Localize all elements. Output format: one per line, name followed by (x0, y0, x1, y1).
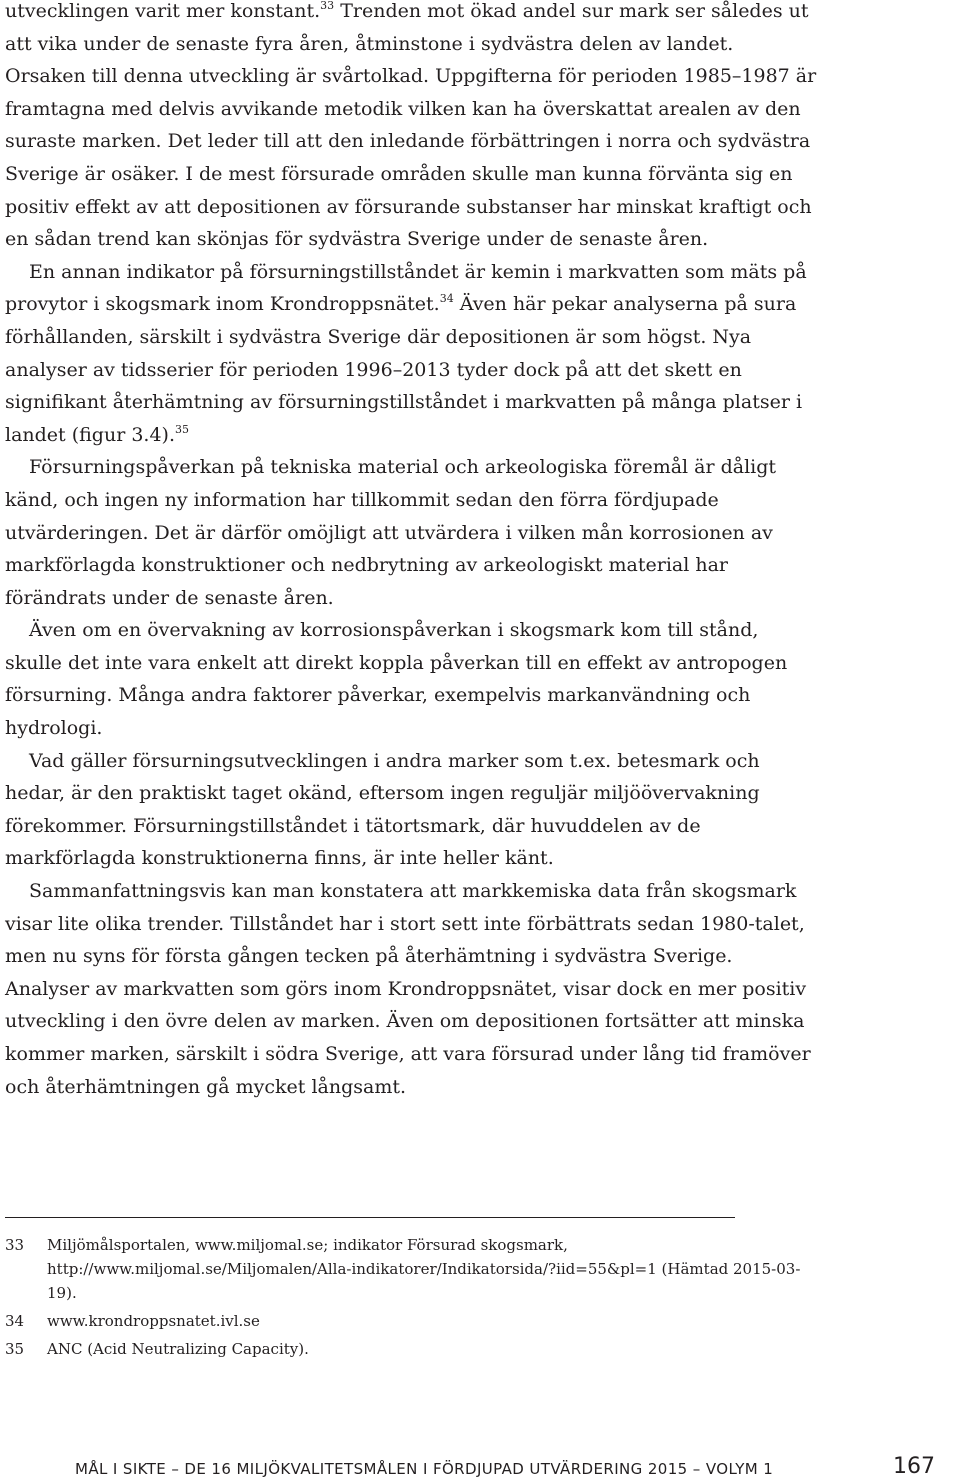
footnote-ref-34[interactable]: 34 (439, 292, 454, 306)
page-number: 167 (893, 1454, 935, 1479)
paragraph-4: Även om en övervakning av korrosionspåverkan i skogsmark kom till stånd, skulle det inte vara enkelt att direkt koppla påverkan till en effekt av antropogen försurning. Många andra faktorer påverkar, exempelvis markanvändning och hydrologi. (5, 619, 788, 740)
footnote-35 (5, 1337, 805, 1361)
paragraph-3: Försurningspåverkan på tekniska material och arkeologiska föremål är dåligt känd, och ingen ny information har tillkommit sedan den förra fördjupade utvärderingen. Det är därför omöjligt att utvärdera i vilken mån korrosionen av markförlagda konstruktioner och nedbrytning av arkeologiskt material har förändrats under de senaste åren. (5, 456, 777, 609)
footnote-divider (5, 1217, 735, 1218)
footnote-text: ANC (Acid Neutralizing Capacity). (47, 1340, 309, 1358)
footnote-33 (5, 1233, 805, 1305)
footnote-text: Miljömålsportalen, www.miljomal.se; indikator Försurad skogsmark, http://www.miljomal.se/Miljomalen/Alla-indikatorer/Indikatorsida/?iid=55&pl=1 (Hämtad 2015-03-19). (47, 1236, 801, 1302)
paragraph-2: En annan indikator på försurningstillståndet är kemin i markvatten som mäts på provytor i skogsmark inom Krondroppsnätet.$^{34}$ Även här pekar analyserna på sura förhållanden, särskilt i sydvästra Sverige där depositionen är som högst. Nya analyser av tidsserier för perioden 1996–2013 tyder dock på att det skett en signifikant återhämtning av försurningstillståndet i markvatten på många platser i landet (figur 3.4).$^{35}$ (5, 260, 807, 446)
footnote-number: 35 (5, 1340, 25, 1358)
footnote-ref-35[interactable]: 35 (175, 422, 189, 436)
footnote-number: 34 (5, 1312, 25, 1330)
body-text (5, 0, 817, 1103)
footnotes (5, 1233, 805, 1365)
footnote-ref-33[interactable]: 33 (320, 0, 335, 12)
paragraph-6: Sammanfattningsvis kan man konstatera att markkemiska data från skogsmark visar lite olika trender. Tillståndet har i stort sett inte förbättrats sedan 1980-talet, men nu syns för första gången tecken på återhämtning i sydvästra Sverige. Analyser av markvatten som görs inom Krondroppsnätet, visar dock en mer positiv utveckling i den övre delen av marken. Även om depositionen fortsätter att minska kommer marken, särskilt i södra Sverige, att vara försurad under lång tid framöver och återhämtningen gå mycket långsamt. (5, 880, 811, 1098)
footnote-34 (5, 1309, 805, 1333)
footnote-number: 33 (5, 1236, 25, 1254)
page-footer (75, 1454, 945, 1484)
paragraph-5: Vad gäller försurningsutvecklingen i andra marker som t.ex. betesmark och hedar, är den praktiskt taget okänd, eftersom ingen reguljär miljöövervakning förekommer. Försurningstillståndet i tätortsmark, där huvuddelen av de markförlagda konstruktionerna finns, är inte heller känt. (5, 749, 760, 870)
footnote-link[interactable]: www.krondroppsnatet.ivl.se (47, 1312, 260, 1330)
paragraph-1: utvecklingen varit mer konstant.$^{33}$ Trenden mot ökad andel sur mark ser således ut att vika under de senaste fyra åren, åtminstone i sydvästra delen av landet. Orsaken till denna utveckling är svårtolkad. Uppgifterna för perioden 1985–1987 är framtagna med delvis avvikande metodik vilken kan ha överskattat arealen av den suraste marken. Det leder till att den inledande förbättringen i norra och sydvästra Sverige är osäker. I de mest försurade områden skulle man kunna förvänta sig en positiv effekt av att depositionen av försurande substanser har minskat kraftigt och en sådan trend kan skönjas för sydvästra Sverige under de senaste åren. (5, 0, 817, 251)
running-footer-title: MÅL I SIKTE – DE 16 MILJÖKVALITETSMÅLEN I FÖRDJUPAD UTVÄRDERING 2015 – VOLYM 1 (75, 1460, 774, 1478)
